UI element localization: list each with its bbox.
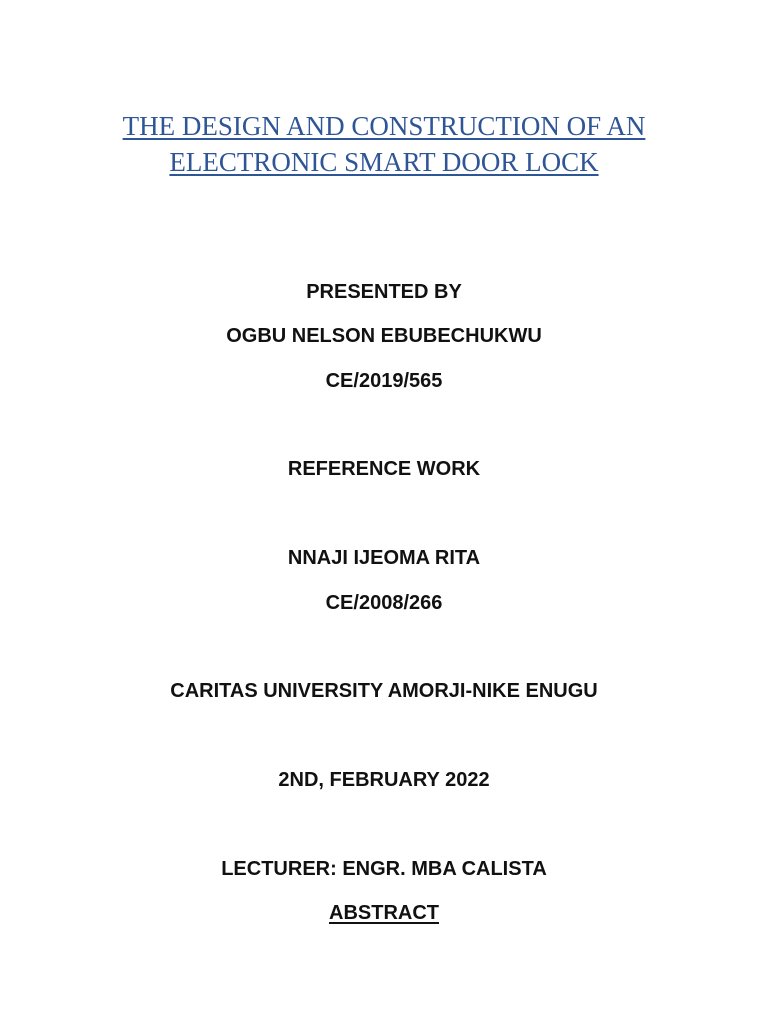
reference-reg-number: CE/2008/266 bbox=[325, 592, 443, 614]
institution-name: CARITAS UNIVERSITY AMORJI-NIKE ENUGU bbox=[170, 680, 598, 702]
title-line-1: THE DESIGN AND CONSTRUCTION OF AN bbox=[122, 111, 646, 141]
presented-by-heading: PRESENTED BY bbox=[306, 281, 462, 303]
abstract-heading-wrapper bbox=[0, 900, 768, 926]
title-line-2: ELECTRONIC SMART DOOR LOCK bbox=[169, 147, 599, 177]
document-title bbox=[0, 108, 768, 180]
submission-date: 2ND, FEBRUARY 2022 bbox=[278, 769, 490, 791]
reference-author-name: NNAJI IJEOMA RITA bbox=[287, 547, 481, 569]
author-reg-number: CE/2019/565 bbox=[325, 370, 443, 392]
reference-work-heading: REFERENCE WORK bbox=[287, 458, 481, 480]
abstract-heading: ABSTRACT bbox=[329, 902, 439, 924]
lecturer-line: LECTURER: ENGR. MBA CALISTA bbox=[221, 858, 547, 880]
author-name: OGBU NELSON EBUBECHUKWU bbox=[226, 325, 542, 347]
